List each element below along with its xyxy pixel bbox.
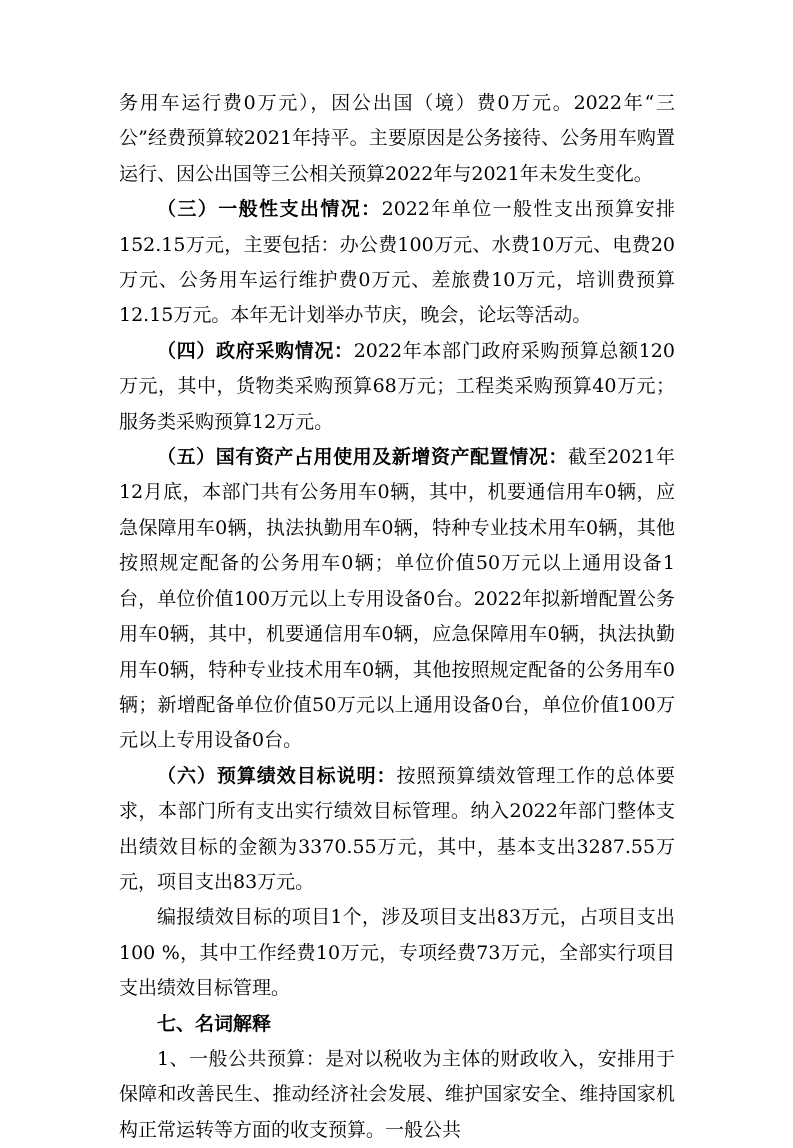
paragraph-sangong-summary xyxy=(119,86,675,192)
paragraph-state-assets xyxy=(119,440,675,759)
paragraph-glossary-heading xyxy=(119,1007,675,1042)
paragraph-general-public-budget xyxy=(119,1042,675,1148)
paragraph-general-expenditure xyxy=(119,192,675,334)
section-heading-government-procurement: （四）政府采购情况： xyxy=(157,339,354,362)
paragraph-text: 按照预算绩效管理工作的总体要求，本部门所有支出实行绩效目标管理。纳入2022年部门整体支出绩效目标的金额为3370.55万元，其中，基本支出3287.55万元，项目支出83万元。 xyxy=(119,764,675,893)
paragraph-text: 务用车运行费0万元），因公出国（境）费0万元。2022年“三公”经费预算较2021年持平。主要原因是公务接待、公务用车购置运行、因公出国等三公相关预算2022年与2021年未发生变化。 xyxy=(119,92,675,185)
paragraph-text: 2022年单位一般性支出预算安排152.15万元，主要包括：办公费100万元、水费10万元、电费20万元、公务用车运行维护费0万元、差旅费10万元，培训费预算12.15万元。本年无计划举办节庆，晚会，论坛等活动。 xyxy=(119,198,675,327)
paragraph-government-procurement xyxy=(119,334,675,440)
paragraph-performance-goals xyxy=(119,759,675,901)
paragraph-text: 编报绩效目标的项目1个，涉及项目支出83万元，占项目支出100 %，其中工作经费10万元，专项经费73万元，全部实行项目支出绩效目标管理。 xyxy=(119,906,675,1000)
paragraph-text: 1、一般公共预算：是对以税收为主体的财政收入，安排用于保障和改善民生、推动经济社会发展、维护国家安全、维持国家机构正常运转等方面的收支预算。一般公共 xyxy=(119,1047,675,1141)
section-heading-state-assets: （五）国有资产占用使用及新增资产配置情况： xyxy=(157,446,568,469)
paragraph-project-goals xyxy=(119,900,675,1006)
paragraph-text: 截至2021年12月底，本部门共有公务用车0辆，其中，机要通信用车0辆，应急保障用车0辆，执法执勤用车0辆，特种专业技术用车0辆，其他按照规定配备的公务用车0辆；单位价值50万元以上通用设备1台，单位价值100万元以上专用设备0台。2022年拟新增配置公务用车0辆，其中，机要通信用车0辆，应急保障用车0辆，执法执勤用车0辆，特种专业技术用车0辆，其他按照规定配备的公务用车0辆；新增配备单位价值50万元以上通用设备0台，单位价值100万元以上专用设备0台。 xyxy=(119,446,675,752)
paragraph-text: 2022年本部门政府采购预算总额120万元，其中，货物类采购预算68万元；工程类采购预算40万元；服务类采购预算12万元。 xyxy=(119,339,675,433)
section-heading-glossary: 七、名词解释 xyxy=(157,1012,272,1035)
document-body xyxy=(119,86,675,1148)
section-heading-performance-goals: （六）预算绩效目标说明： xyxy=(157,764,397,787)
section-heading-general-expenditure: （三）一般性支出情况： xyxy=(157,198,382,221)
